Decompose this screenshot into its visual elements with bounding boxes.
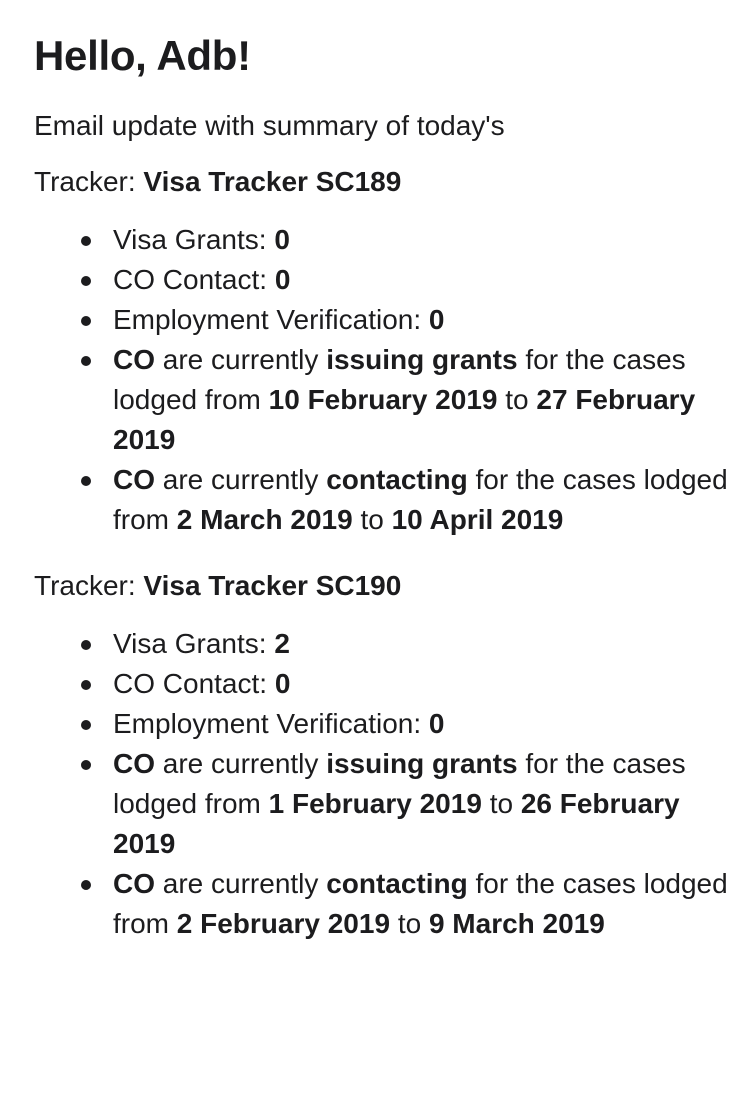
text-segment: to bbox=[360, 504, 384, 535]
action-label: issuing grants bbox=[326, 748, 518, 779]
bullet-icon bbox=[81, 680, 91, 690]
bullet-icon bbox=[81, 476, 91, 486]
tracker-label: Tracker: bbox=[34, 570, 136, 601]
date-from: 2 February 2019 bbox=[176, 908, 391, 939]
date-to: 27 February 2019 bbox=[113, 384, 696, 455]
stat-label: CO Contact: bbox=[113, 264, 268, 295]
date-from: 1 February 2019 bbox=[268, 788, 482, 819]
tracker-name: Visa Tracker SC190 bbox=[143, 570, 402, 601]
list-item-co-contact bbox=[113, 260, 734, 300]
bullet-icon bbox=[81, 880, 91, 890]
tracker-name: Visa Tracker SC189 bbox=[143, 166, 402, 197]
text-segment: for the cases lodged from bbox=[113, 344, 686, 415]
date-to: 10 April 2019 bbox=[391, 504, 564, 535]
stat-value: 0 bbox=[428, 304, 445, 335]
action-label: contacting bbox=[326, 464, 468, 495]
text-segment: to bbox=[505, 384, 529, 415]
stat-value: 0 bbox=[274, 264, 291, 295]
text-segment: for the cases lodged from bbox=[113, 868, 728, 939]
list-item-issuing-grants bbox=[113, 744, 734, 864]
list-item-visa-grants bbox=[113, 220, 734, 260]
co-label: CO bbox=[113, 464, 155, 495]
stat-label: Employment Verification: bbox=[113, 304, 422, 335]
tracker-label: Tracker: bbox=[34, 166, 136, 197]
list-item-contacting bbox=[113, 864, 734, 944]
action-label: issuing grants bbox=[326, 344, 518, 375]
co-label: CO bbox=[113, 748, 155, 779]
co-label: CO bbox=[113, 868, 155, 899]
intro-text: Email update with summary of today's bbox=[34, 110, 505, 141]
text-segment: are currently bbox=[162, 748, 319, 779]
text-segment: to bbox=[397, 908, 422, 939]
text-segment: are currently bbox=[162, 868, 319, 899]
text-segment: for the cases lodged from bbox=[113, 748, 686, 819]
stat-label: Visa Grants: bbox=[113, 224, 267, 255]
stat-value: 2 bbox=[274, 628, 290, 659]
text-segment: are currently bbox=[162, 464, 319, 495]
stat-value: 0 bbox=[428, 708, 445, 739]
bullet-icon bbox=[81, 276, 91, 286]
list-item-employment-verification bbox=[113, 704, 734, 744]
bullet-icon bbox=[81, 640, 91, 650]
stat-value: 0 bbox=[274, 224, 290, 255]
greeting-heading: Hello, Adb! bbox=[34, 32, 251, 79]
text-segment: to bbox=[489, 788, 514, 819]
date-to: 26 February 2019 bbox=[113, 788, 680, 859]
co-label: CO bbox=[113, 344, 155, 375]
date-to: 9 March 2019 bbox=[428, 908, 605, 939]
tracker-title bbox=[34, 162, 734, 202]
action-label: contacting bbox=[326, 868, 468, 899]
text-segment: are currently bbox=[162, 344, 319, 375]
stat-label: Employment Verification: bbox=[113, 708, 422, 739]
tracker-title bbox=[34, 566, 734, 606]
stat-value: 0 bbox=[274, 668, 291, 699]
date-from: 2 March 2019 bbox=[176, 504, 353, 535]
list-item-co-contact bbox=[113, 664, 734, 704]
tracker-stats-list bbox=[34, 624, 734, 944]
list-item-issuing-grants bbox=[113, 340, 734, 460]
bullet-icon bbox=[81, 316, 91, 326]
list-item-visa-grants bbox=[113, 624, 734, 664]
stat-label: CO Contact: bbox=[113, 668, 268, 699]
list-item-employment-verification bbox=[113, 300, 734, 340]
list-item-contacting bbox=[113, 460, 734, 540]
date-from: 10 February 2019 bbox=[268, 384, 498, 415]
text-segment: for the cases lodged from bbox=[113, 464, 728, 535]
stat-label: Visa Grants: bbox=[113, 628, 267, 659]
bullet-icon bbox=[81, 236, 91, 246]
bullet-icon bbox=[81, 720, 91, 730]
tracker-stats-list bbox=[34, 220, 734, 540]
bullet-icon bbox=[81, 760, 91, 770]
bullet-icon bbox=[81, 356, 91, 366]
